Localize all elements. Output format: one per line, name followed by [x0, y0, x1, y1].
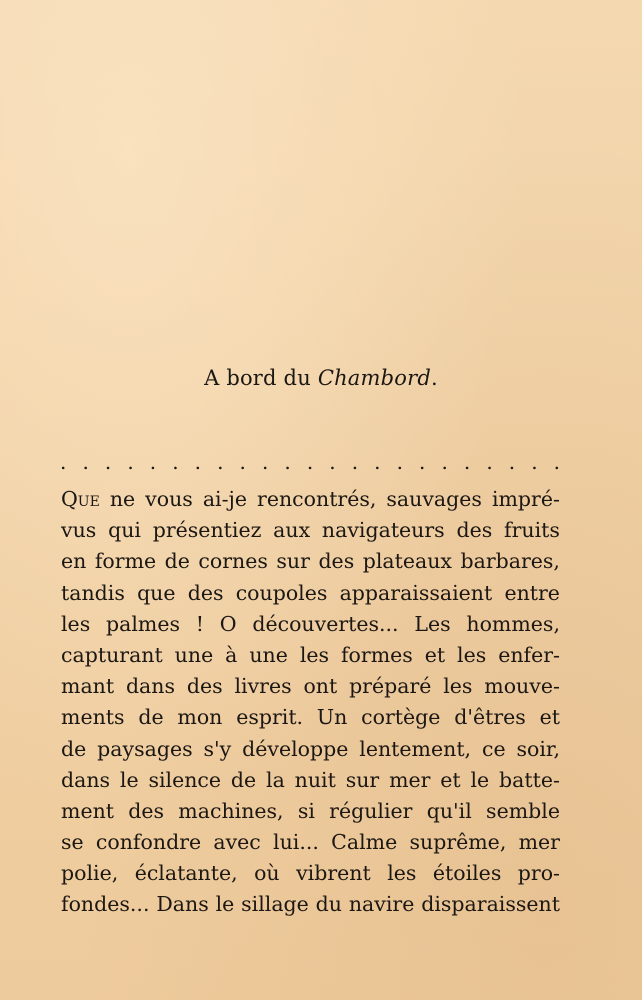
text-line	[61, 889, 560, 920]
separator-dot: .	[149, 450, 157, 474]
word: de	[61, 736, 87, 761]
word: dans	[61, 767, 111, 792]
text-line	[61, 827, 560, 858]
text-line	[61, 765, 560, 796]
word: Un	[316, 705, 348, 730]
text-line	[61, 609, 560, 640]
text-line	[61, 796, 560, 827]
word: suprême,	[409, 830, 507, 855]
word: dans	[125, 674, 176, 699]
text-line	[61, 578, 560, 609]
separator-dot: .	[553, 450, 560, 474]
word: formes	[340, 642, 413, 667]
word: la	[266, 767, 285, 792]
word: disparaissent	[421, 892, 560, 917]
word: forme	[94, 549, 157, 574]
word: les	[387, 861, 417, 886]
word: ce	[481, 736, 506, 761]
word: apparaissaient	[339, 580, 493, 605]
word: et	[440, 767, 461, 792]
word: mon	[177, 705, 223, 730]
word: !	[195, 611, 204, 636]
word: mer	[518, 830, 560, 855]
word: les	[457, 642, 487, 667]
word: et	[424, 642, 446, 667]
separator-dot: .	[419, 450, 426, 474]
word: sillage	[241, 892, 309, 917]
word: machines,	[178, 798, 284, 823]
word: barbares,	[460, 549, 560, 574]
word: les	[61, 611, 91, 636]
word: si	[297, 798, 315, 823]
word: ont	[303, 674, 338, 699]
word: palmes	[105, 611, 180, 636]
text-line	[61, 734, 560, 765]
word: se	[61, 830, 84, 855]
word: le	[470, 767, 490, 792]
word: étoiles	[432, 861, 502, 886]
dotted-separator	[60, 452, 560, 472]
word: esprit.	[236, 705, 304, 730]
word: à	[225, 642, 238, 667]
word: coupoles	[235, 580, 328, 605]
word: ment	[61, 798, 115, 823]
word: capturant	[61, 642, 163, 667]
word: hommes,	[466, 611, 560, 636]
word: des	[318, 549, 355, 574]
separator-dot: .	[396, 450, 403, 474]
text-line	[61, 484, 560, 515]
word: préparé	[349, 674, 432, 699]
word: batte-	[499, 767, 560, 792]
word: ne	[109, 487, 136, 511]
word: lentement,	[359, 736, 472, 761]
text-line	[61, 546, 560, 577]
word: de	[138, 705, 164, 730]
body-paragraph	[61, 484, 560, 921]
text-line	[61, 640, 560, 671]
word: sur	[345, 767, 380, 792]
word: mouve-	[484, 674, 560, 699]
word: une	[174, 642, 214, 667]
word: de	[164, 549, 190, 574]
word: ments	[61, 705, 125, 730]
word: des	[186, 674, 223, 699]
word: lui...	[273, 830, 319, 855]
word: Les	[414, 611, 451, 636]
word: Calme	[331, 830, 398, 855]
word: les	[443, 674, 473, 699]
word: vibrent	[296, 861, 371, 886]
word: tandis	[61, 580, 125, 605]
separator-dot: .	[463, 450, 471, 474]
heading-prefix: A bord du	[204, 366, 318, 390]
word: nuit	[294, 767, 336, 792]
separator-dot: .	[351, 450, 359, 474]
word: silence	[148, 767, 222, 792]
word: semble	[486, 798, 560, 823]
text-line	[61, 702, 560, 733]
word: qui	[108, 518, 141, 543]
word: régulier	[329, 798, 413, 823]
word: développe	[242, 736, 349, 761]
separator-dot: .	[531, 450, 538, 474]
word: éclatante,	[134, 861, 238, 886]
word: plateaux	[362, 549, 452, 574]
word: livres	[234, 674, 292, 699]
heading-suffix: .	[431, 366, 438, 390]
separator-dot: .	[329, 450, 336, 474]
word: vous	[145, 487, 193, 511]
word: des	[456, 518, 493, 543]
word: entre	[504, 580, 560, 605]
word: de	[230, 767, 257, 792]
separator-dot: .	[306, 450, 314, 474]
word: sur	[276, 549, 310, 574]
word: soir,	[516, 736, 560, 761]
word: fondes...	[61, 892, 150, 917]
separator-dot: .	[217, 450, 224, 474]
word: navire	[348, 892, 415, 917]
word: qu'il	[426, 798, 472, 823]
separator-dot: .	[172, 450, 179, 474]
text-line	[61, 515, 560, 546]
word: O	[219, 611, 237, 636]
word: enfer-	[498, 642, 560, 667]
separator-dot: .	[441, 450, 448, 474]
word: vus	[61, 518, 97, 543]
word: des	[128, 798, 165, 823]
word: le	[215, 892, 235, 917]
separator-dot: .	[239, 450, 246, 474]
word: confondre	[95, 830, 202, 855]
word: pro-	[517, 861, 560, 886]
word: polie,	[61, 861, 119, 886]
separator-dot: .	[127, 450, 134, 474]
word: présentiez	[152, 518, 262, 543]
word: mer	[389, 767, 431, 792]
word: le	[119, 767, 139, 792]
word: une	[249, 642, 288, 667]
text-line	[61, 858, 560, 889]
word: aux	[273, 518, 311, 543]
word: fruits	[504, 518, 560, 543]
word: rencontrés,	[257, 487, 377, 511]
word: cornes	[198, 549, 268, 574]
separator-dot: .	[82, 450, 89, 474]
text-line	[61, 671, 560, 702]
word: des	[187, 580, 224, 605]
lead-word: Que	[61, 487, 100, 511]
section-heading	[0, 363, 642, 393]
separator-dot: .	[508, 450, 516, 474]
separator-dot: .	[60, 450, 67, 474]
separator-dot: .	[486, 450, 493, 474]
word: et	[539, 705, 560, 730]
word: ai-je	[202, 487, 248, 511]
word: en	[61, 549, 87, 574]
word: impré-	[491, 487, 560, 511]
separator-dot: .	[104, 450, 112, 474]
word: paysages	[97, 736, 193, 761]
separator-dot: .	[374, 450, 381, 474]
word: s'y	[203, 736, 232, 761]
separator-dot: .	[261, 450, 269, 474]
word: d'êtres	[454, 705, 526, 730]
word: les	[299, 642, 330, 667]
word: Dans	[156, 892, 209, 917]
word: du	[315, 892, 342, 917]
word: navigateurs	[321, 518, 445, 543]
word: cortège	[361, 705, 441, 730]
word: avec	[213, 830, 261, 855]
word: que	[137, 580, 176, 605]
word: sauvages	[386, 487, 482, 511]
separator-dot: .	[284, 450, 291, 474]
word: découvertes...	[252, 611, 399, 636]
word: où	[254, 861, 280, 886]
word: mant	[61, 674, 115, 699]
separator-dot: .	[194, 450, 201, 474]
ship-name: Chambord	[317, 366, 432, 390]
